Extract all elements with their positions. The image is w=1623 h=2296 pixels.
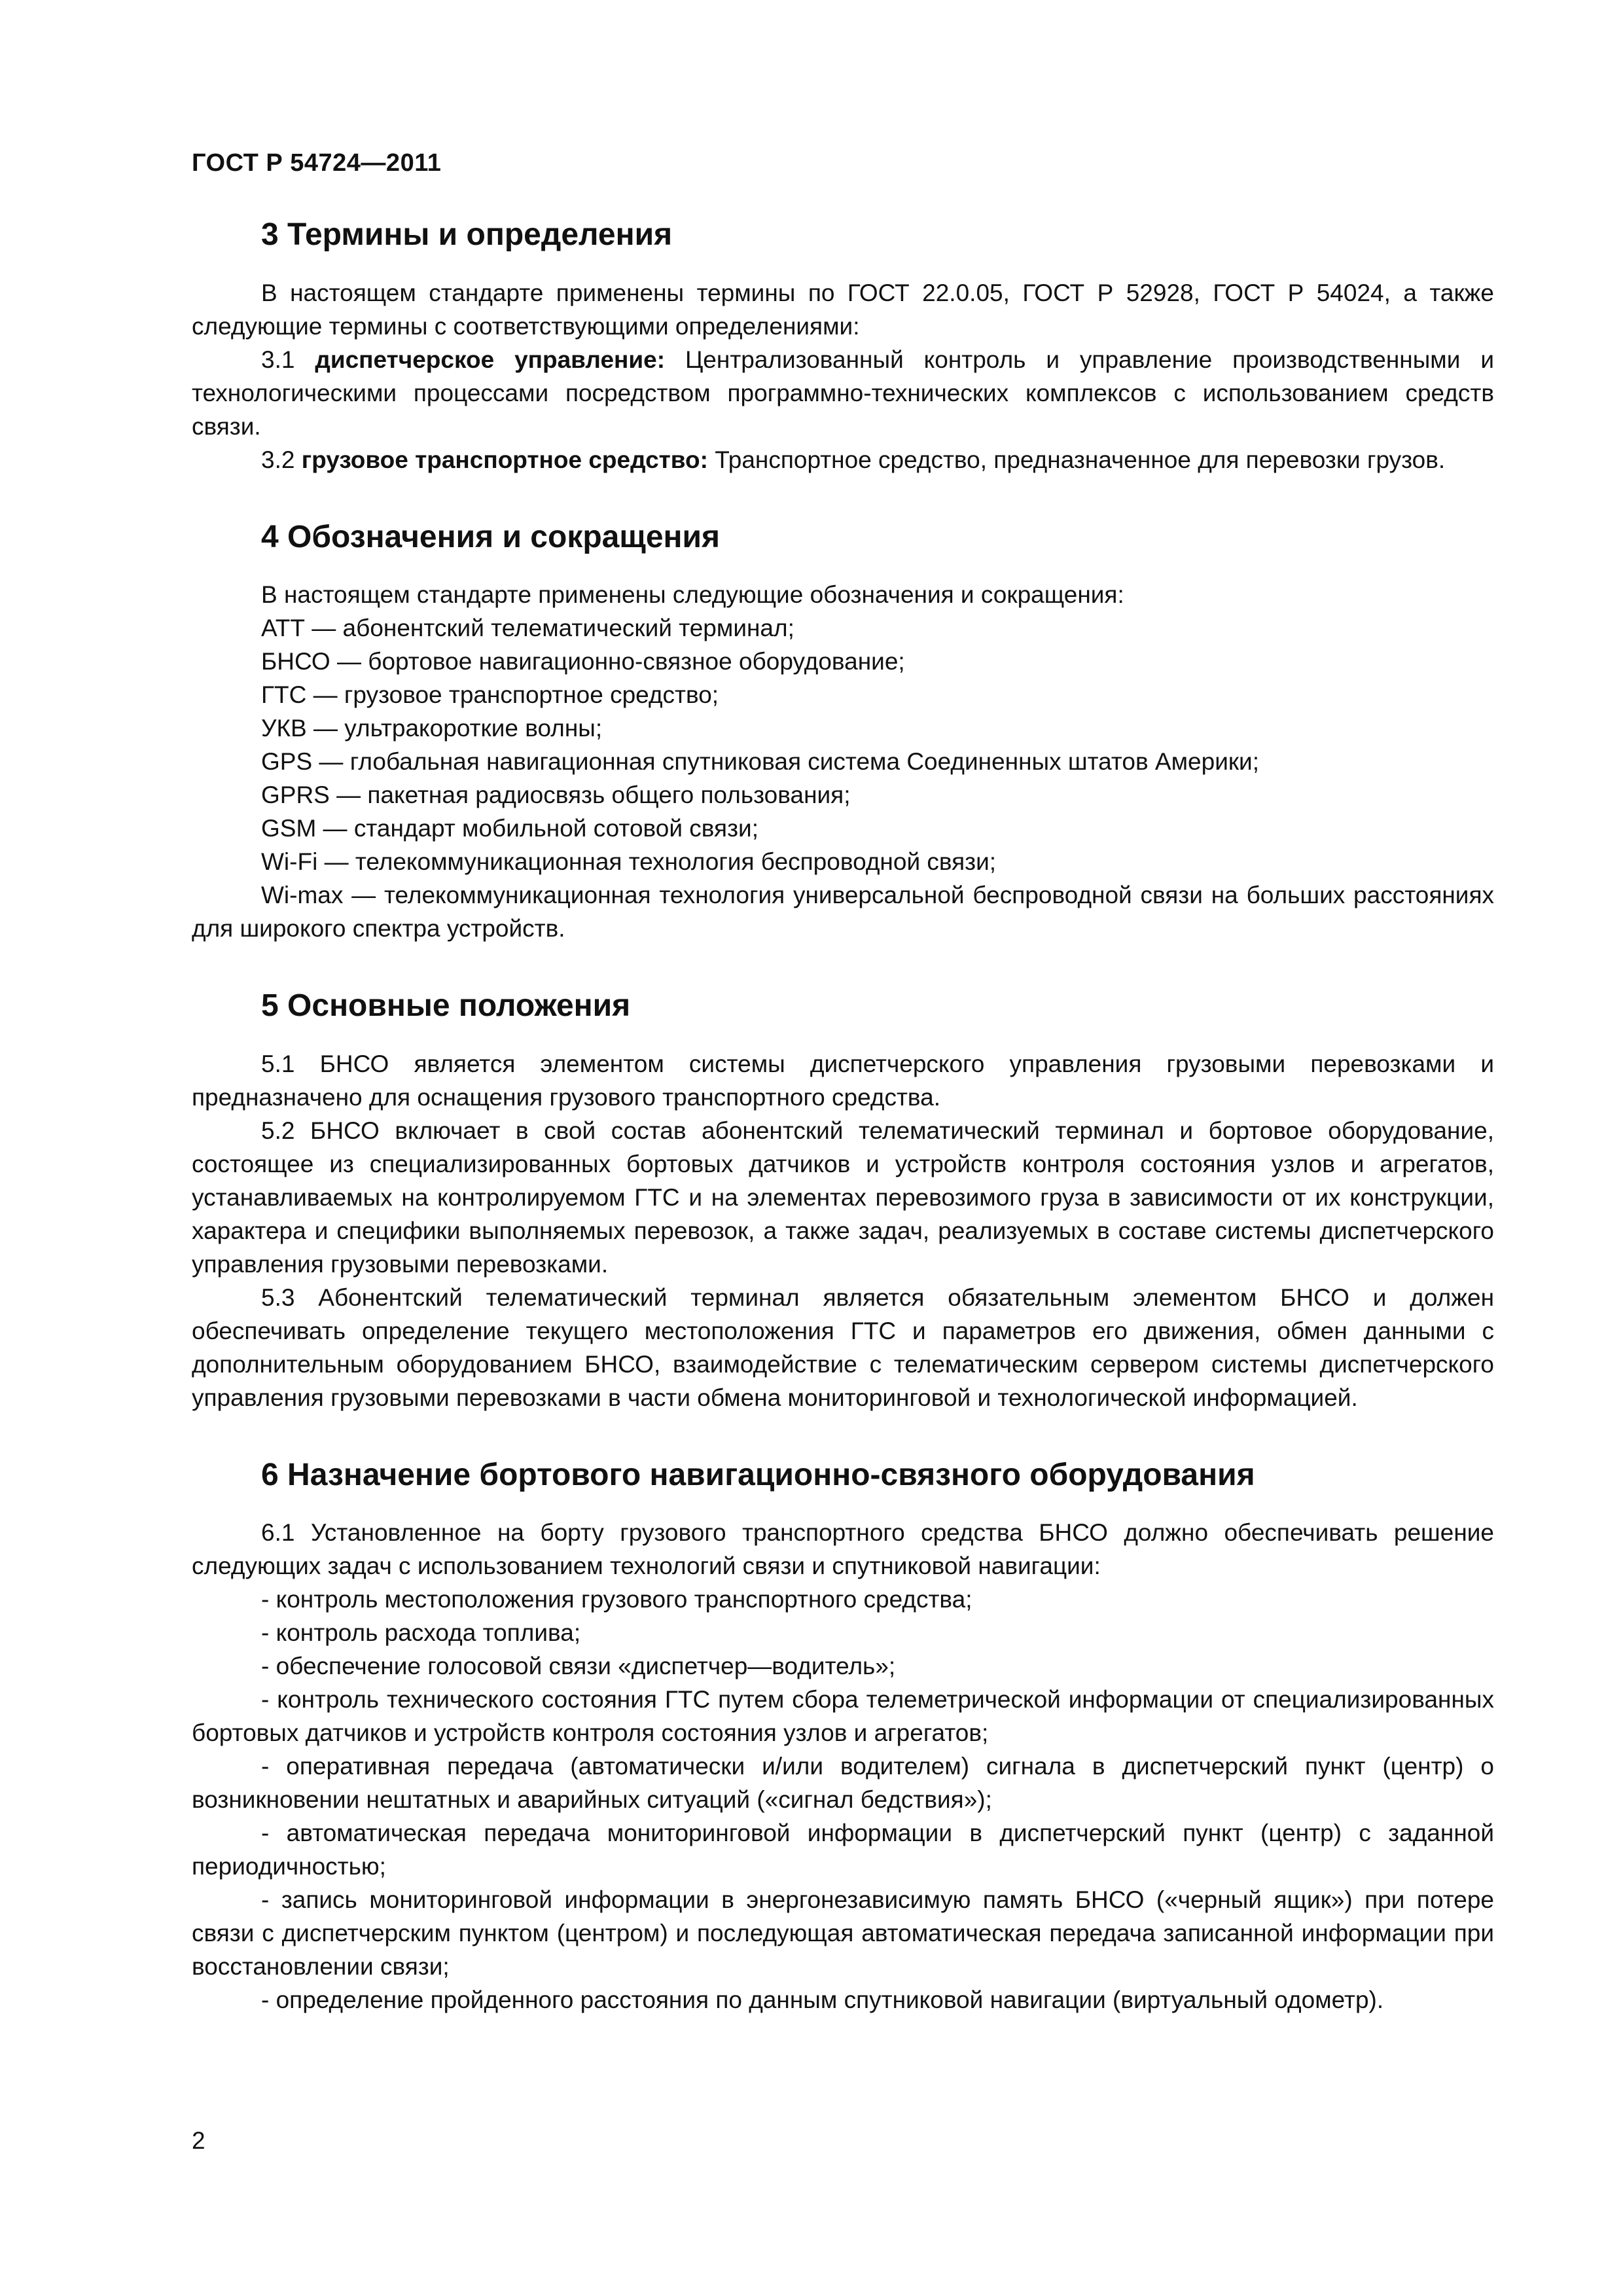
page-number: 2 bbox=[192, 2127, 205, 2154]
term-text: Централизованный контроль и управление производственными и технологическими процессами посредством программно-технических комплексов с использованием средств связи. bbox=[192, 346, 1494, 440]
term-name: грузовое транспортное средство: bbox=[301, 446, 708, 473]
task-item: - контроль технического состояния ГТС путем сбора телеметрической информации от специализированных бортовых датчиков и устройств контроля состояния узлов и агрегатов; bbox=[192, 1686, 1494, 1747]
section-title: 4 Обозначения и сокращения bbox=[261, 519, 721, 554]
task-item: - обеспечение голосовой связи «диспетчер—водитель»; bbox=[261, 1653, 896, 1680]
section-title: 3 Термины и определения bbox=[261, 217, 673, 252]
section-abbreviations bbox=[192, 518, 1494, 946]
term-number: 3.1 bbox=[261, 346, 315, 373]
section-title: 6 Назначение бортового навигационно-связного оборудования bbox=[261, 1457, 1255, 1492]
abbreviation-item: GSM — стандарт мобильной сотовой связи; bbox=[261, 815, 758, 842]
task-item: - контроль местоположения грузового транспортного средства; bbox=[261, 1586, 972, 1613]
task-item: - запись мониторинговой информации в энергонезависимую память БНСО («черный ящик») при потере связи с диспетчерским пунктом (центром) и последующая автоматическая передача записанной информации при восстановлении связи; bbox=[192, 1886, 1494, 1981]
section-intro: В настоящем стандарте применены следующие обозначения и сокращения: bbox=[261, 581, 1124, 609]
task-item: - определение пройденного расстояния по данным спутниковой навигации (виртуальный одометр). bbox=[261, 1986, 1384, 2014]
abbreviation-item: АТТ — абонентский телематический терминал; bbox=[261, 615, 794, 642]
provision-paragraph: 5.2 БНСО включает в свой состав абонентский телематический терминал и бортовое оборудование, состоящее из специализированных бортовых датчиков и устройств контроля состояния узлов и агрегатов, устанавливаемых на контролируемом ГТС и на элементах перевозимого груза в зависимости от их конструкции, характера и специфики выполняемых перевозок, а также задач, реализуемых в составе системы диспетчерского управления грузовыми перевозками. bbox=[192, 1117, 1494, 1278]
task-item: - автоматическая передача мониторинговой информации в диспетчерский пункт (центр) с заданной периодичностью; bbox=[192, 1820, 1494, 1880]
section-purpose bbox=[192, 1456, 1494, 2017]
term-number: 3.2 bbox=[261, 446, 302, 473]
section-intro: В настоящем стандарте применены термины по ГОСТ 22.0.05, ГОСТ Р 52928, ГОСТ Р 54024, а также следующие термины с соответствующими определениями: bbox=[192, 279, 1494, 340]
abbreviation-item: УКВ — ультракороткие волны; bbox=[261, 715, 603, 742]
document-body bbox=[192, 216, 1494, 2017]
provision-paragraph: 5.1 БНСО является элементом системы диспетчерского управления грузовыми перевозками и предназначено для оснащения грузового транспортного средства. bbox=[192, 1050, 1494, 1111]
term-definition bbox=[192, 443, 1494, 476]
task-item: - контроль расхода топлива; bbox=[261, 1619, 581, 1647]
abbreviation-item: БНСО — бортовое навигационно-связное оборудование; bbox=[261, 648, 905, 675]
term-text: Транспортное средство, предназначенное для перевозки грузов. bbox=[707, 446, 1446, 473]
section-terms bbox=[192, 216, 1494, 476]
term-name: диспетчерское управление: bbox=[315, 346, 666, 373]
task-item: - оперативная передача (автоматически и/или водителем) сигнала в диспетчерский пункт (центр) о возникновении нештатных и аварийных ситуаций («сигнал бедствия»); bbox=[192, 1753, 1494, 1814]
abbreviation-item: Wi-max — телекоммуникационная технология универсальной беспроводной связи на больших расстояниях для широкого спектра устройств. bbox=[192, 882, 1494, 942]
standard-header: ГОСТ Р 54724—2011 bbox=[192, 149, 442, 177]
term-definition bbox=[192, 343, 1494, 443]
abbreviation-item: GPRS — пакетная радиосвязь общего пользования; bbox=[261, 781, 851, 809]
abbreviation-item: Wi-Fi — телекоммуникационная технология беспроводной связи; bbox=[261, 848, 997, 876]
section-intro: 6.1 Установленное на борту грузового транспортного средства БНСО должно обеспечивать решение следующих задач с использованием технологий связи и спутниковой навигации: bbox=[192, 1519, 1494, 1580]
abbreviation-item: GPS — глобальная навигационная спутниковая система Соединенных штатов Америки; bbox=[261, 748, 1260, 776]
abbreviation-item: ГТС — грузовое транспортное средство; bbox=[261, 681, 719, 709]
section-title: 5 Основные положения bbox=[261, 988, 631, 1024]
section-general-provisions bbox=[192, 987, 1494, 1414]
provision-paragraph: 5.3 Абонентский телематический терминал является обязательным элементом БНСО и должен обеспечивать определение текущего местоположения ГТС и параметров его движения, обмен данными с дополнительным оборудованием БНСО, взаимодействие с телематическим сервером системы диспетчерского управления грузовыми перевозками в части обмена мониторинговой и технологической информацией. bbox=[192, 1283, 1494, 1411]
